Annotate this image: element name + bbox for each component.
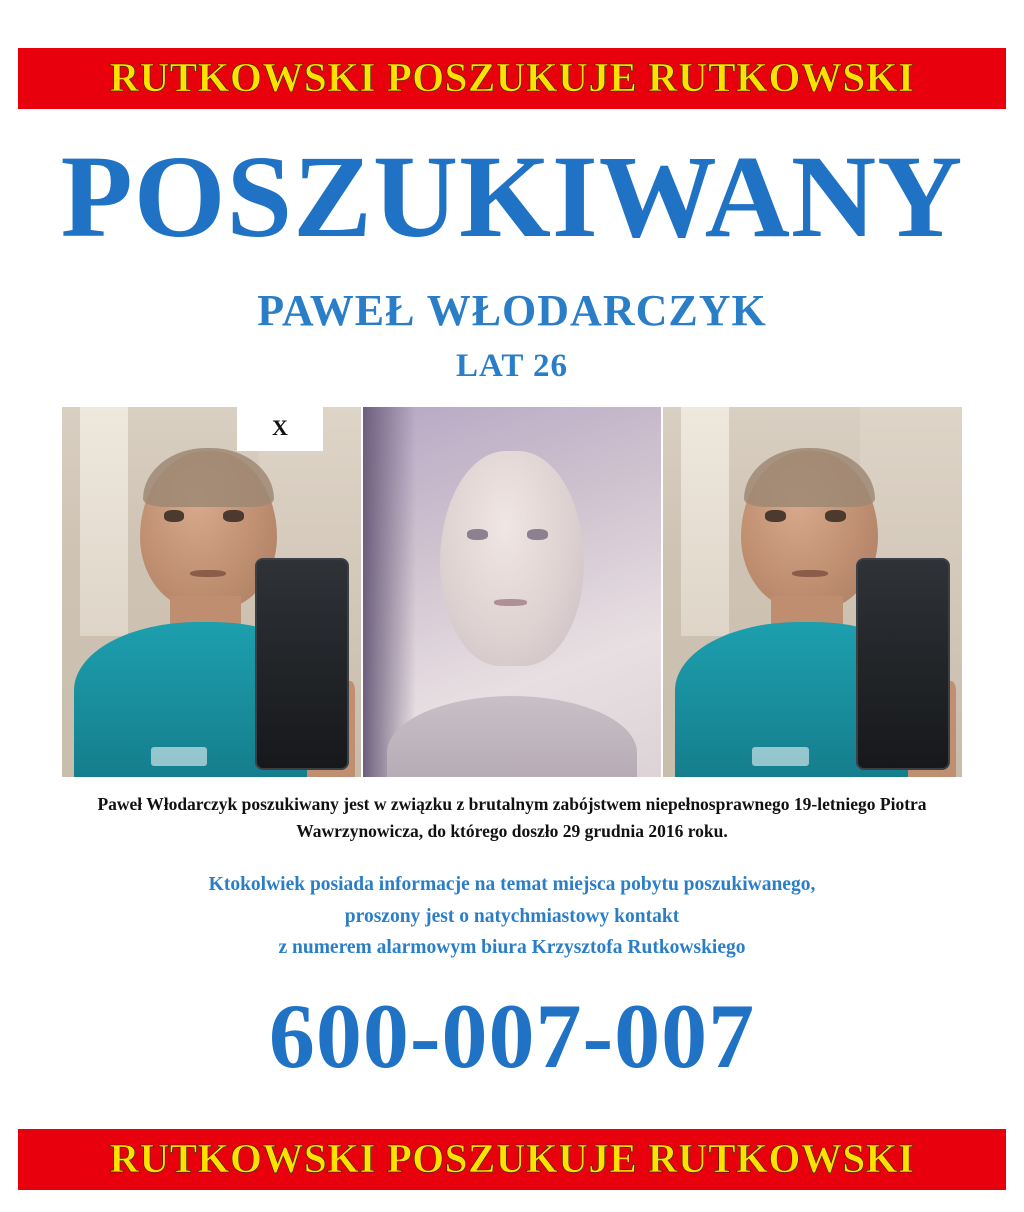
photo-phone [856, 558, 950, 769]
case-description-line-2: Wawrzynowicza, do którego doszło 29 grudnia 2016 roku. [296, 821, 728, 842]
photo-mouth [494, 599, 527, 606]
appeal-line-3: z numerem alarmowym biura Krzysztofa Rutkowskiego [278, 937, 746, 959]
photo-eye-left [765, 510, 786, 522]
photo-eye-right [527, 529, 548, 540]
case-description-line-1: Paweł Włodarczyk poszukiwany jest w związku z brutalnym zabójstwem niepełnosprawnego 19-letniego Piotra [97, 793, 927, 814]
photo-eye-right [223, 510, 244, 522]
banner-top: RUTKOWSKI POSZUKUJE RUTKOWSKI [18, 48, 1006, 109]
photo-mouth [190, 570, 226, 577]
appeal-text [82, 869, 942, 964]
photo-mouth [792, 570, 828, 577]
photo-strip [62, 407, 962, 777]
appeal-line-1: Ktokolwiek posiada informacje na temat miejsca pobytu poszukiwanego, [208, 874, 816, 896]
subject-photo-1 [62, 407, 361, 777]
photo-x-marker: X [237, 405, 323, 451]
photo-shoulder [387, 696, 638, 777]
photo-hair [744, 448, 875, 507]
case-description [32, 791, 992, 845]
photo-phone [255, 558, 349, 769]
photo-background-door [80, 407, 128, 636]
photo-background-door [681, 407, 729, 636]
photo-eye-left [164, 510, 185, 522]
banner-bottom: RUTKOWSKI POSZUKUJE RUTKOWSKI [18, 1129, 1006, 1190]
subject-age: LAT 26 [455, 347, 569, 384]
contact-phone-number[interactable]: 600-007-007 [268, 984, 756, 1087]
subject-photo-2 [363, 407, 662, 777]
subject-name: PAWEŁ WŁODARCZYK [257, 285, 767, 335]
photo-eye-right [825, 510, 846, 522]
photo-shirt-logo [752, 747, 809, 766]
photo-shirt-logo [151, 747, 208, 766]
appeal-line-2: proszony jest o natychmiastowy kontakt [344, 905, 680, 927]
photo-eye-left [467, 529, 488, 540]
page-title: POSZUKIWANY [60, 131, 964, 262]
subject-photo-3 [663, 407, 962, 777]
photo-hair [143, 448, 274, 507]
photo-head [440, 451, 583, 666]
layout-spacer [0, 1082, 1024, 1129]
